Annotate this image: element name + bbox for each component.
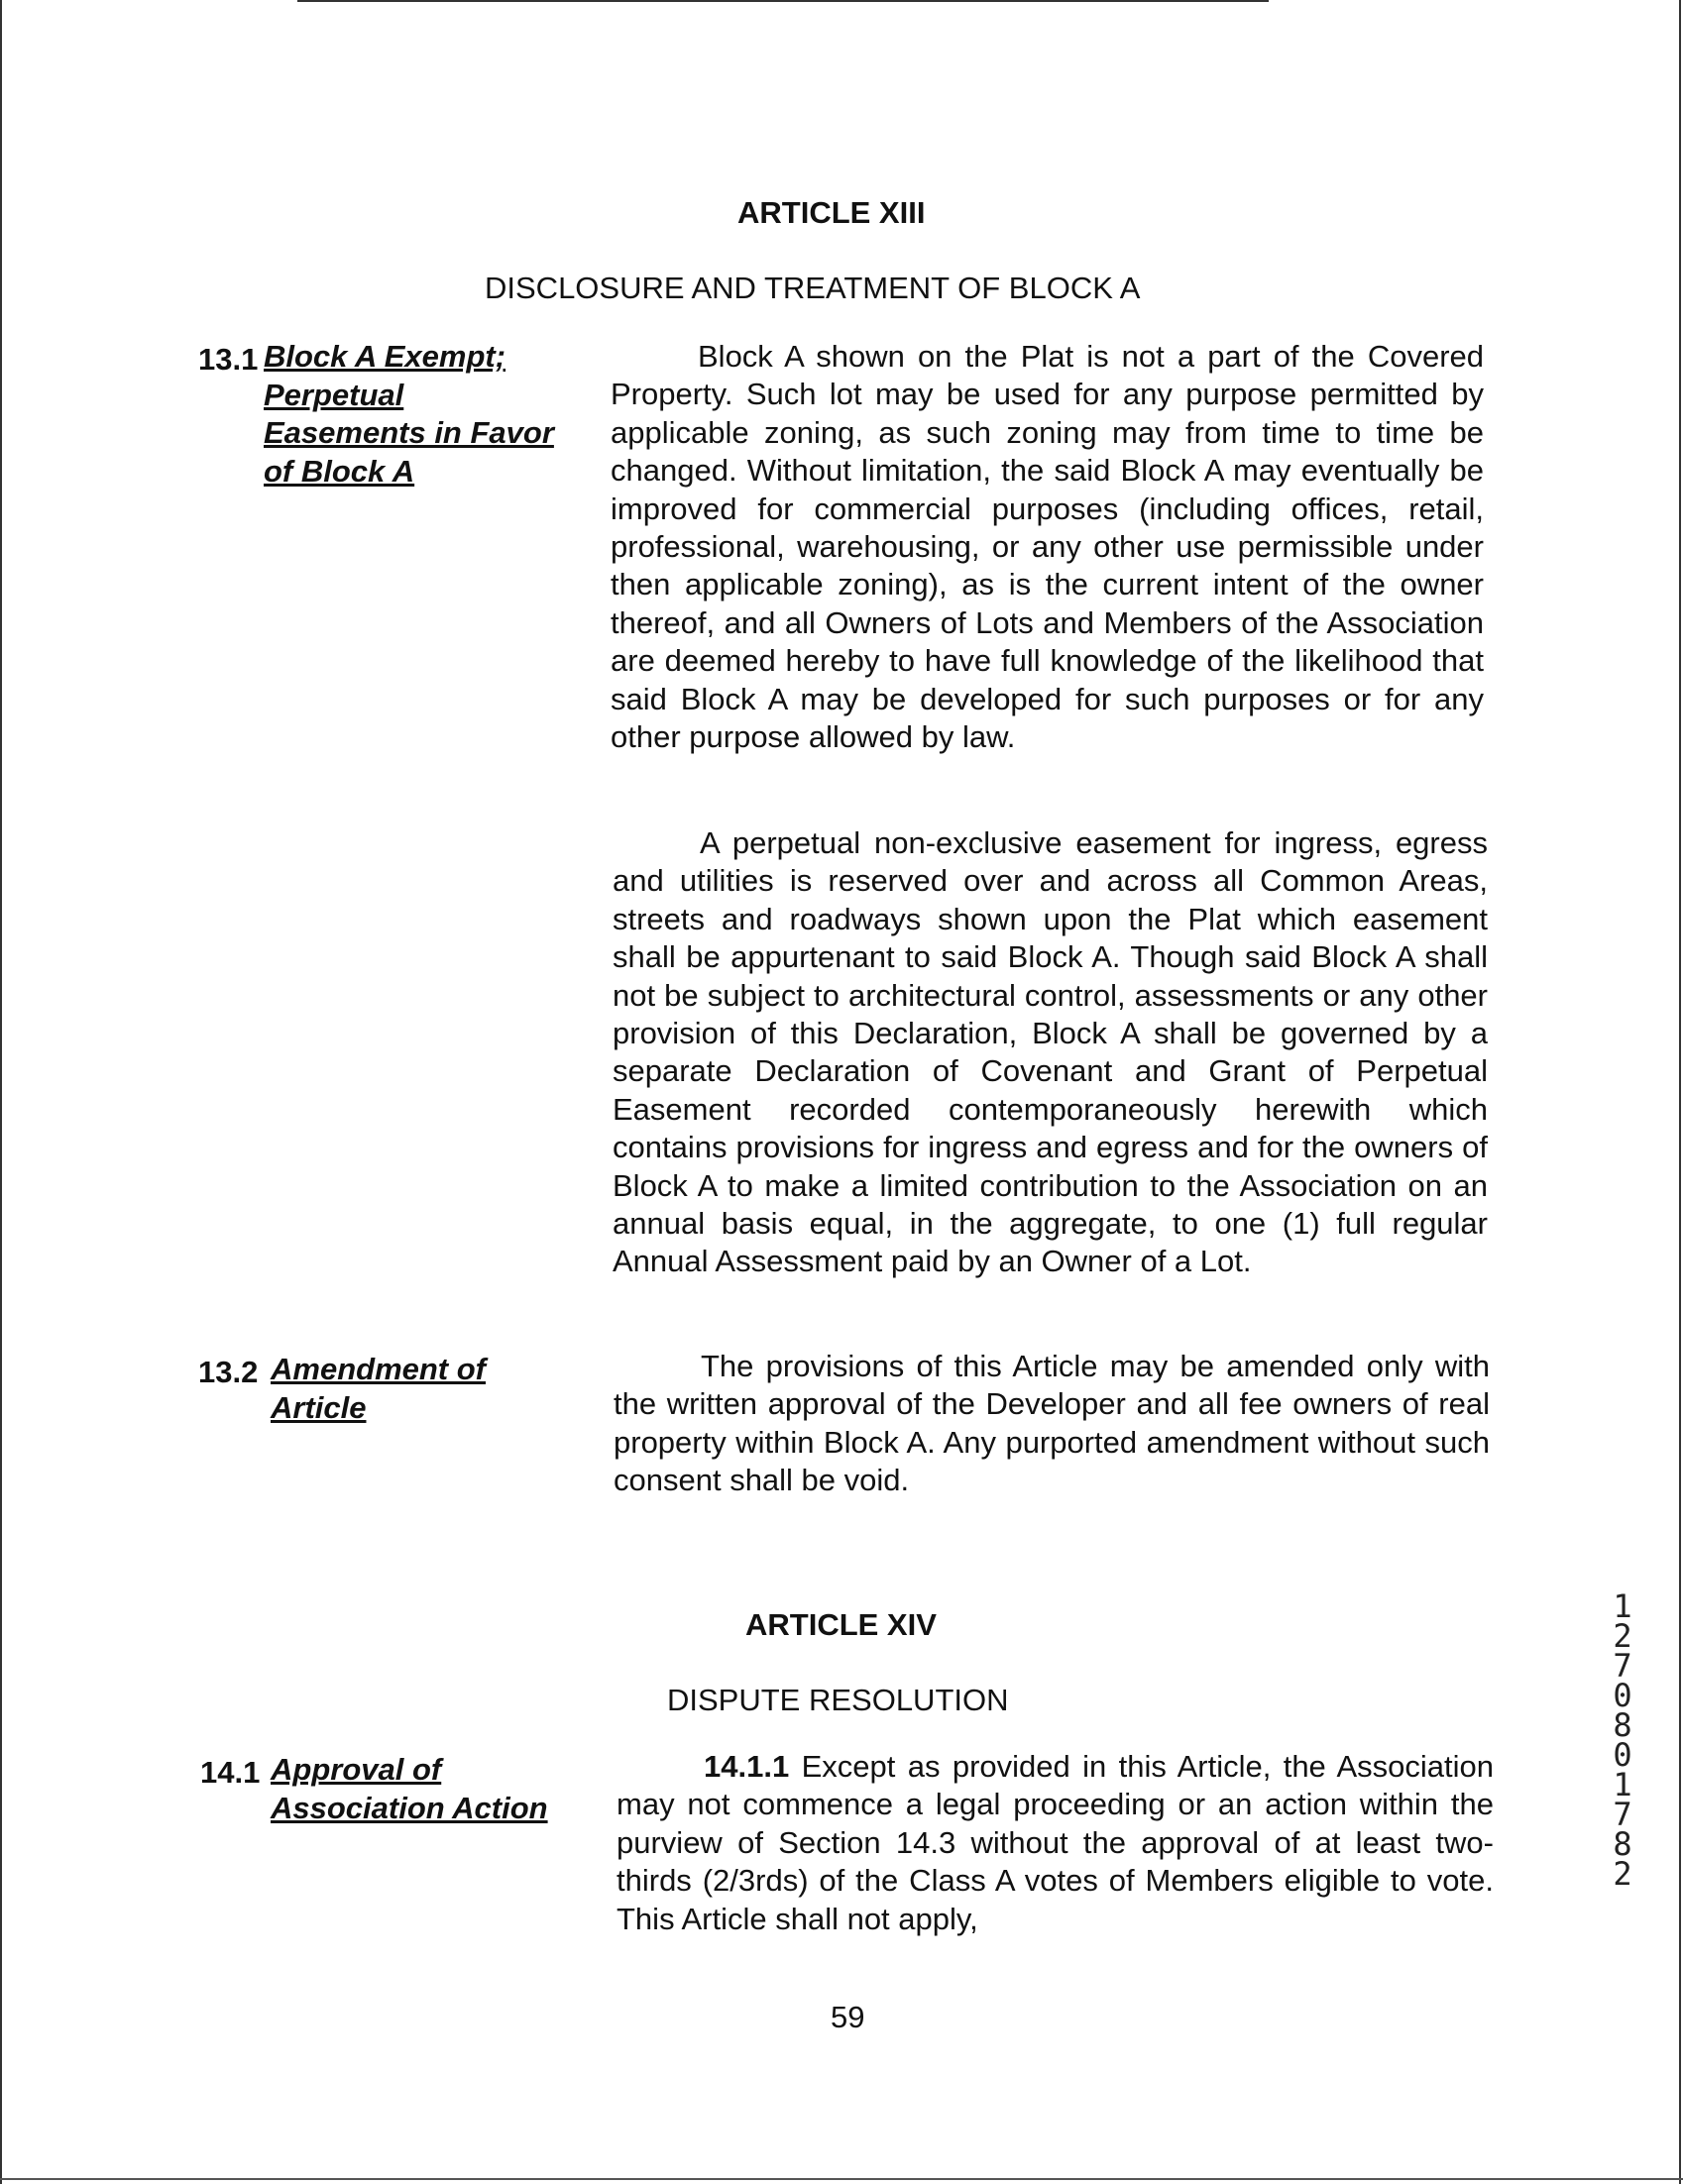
article-13-title: ARTICLE XIII: [737, 195, 926, 230]
section-14-1-1-number: 14.1.1: [704, 1749, 790, 1784]
left-border-line: [0, 0, 2, 2184]
section-13-2-number: 13.2: [198, 1355, 259, 1389]
section-13-1-number: 13.1: [198, 342, 259, 377]
right-border-line: [1679, 0, 1681, 2184]
section-13-1-heading: Block A Exempt; Perpetual Easements in Favor of Block A: [264, 339, 554, 489]
bottom-border-line: [0, 2178, 1683, 2180]
section-14-1-heading: Approval of Association Action: [271, 1752, 548, 1825]
section-13-2-paragraph: The provisions of this Article may be amended only with the written approval of the Developer and all fee owners of real property within Block A. Any purported amendment without such consent shall be void.: [614, 1349, 1490, 1498]
top-border-line: [297, 0, 1269, 2]
article-14-title: ARTICLE XIV: [745, 1607, 937, 1642]
section-13-2-heading: Amendment of Article: [271, 1352, 486, 1425]
page-number: 59: [831, 2000, 865, 2034]
section-14-1-number: 14.1: [200, 1755, 261, 1790]
section-13-1-paragraph-2: A perpetual non-exclusive easement for ingress, egress and utilities is reserved over and across all Common Areas, streets and roadways shown upon the Plat which easement shall be appurtenant to said Block A. Though said Block A shall not be subject to architectural control, assessments or any other provision of this Declaration, Block A shall be governed by a separate Declaration of Covenant and Grant of Perpetual Easement recorded contemporaneously herewith which contains provisions for ingress and egress and for the owners of Block A to make a limited contribution to the Association on an annual basis equal, in the aggregate, to one (1) full regular Annual Assessment paid by an Owner of a Lot.: [613, 825, 1488, 1279]
section-13-1-paragraph-1: Block A shown on the Plat is not a part of the Covered Property. Such lot may be used for any purpose permitted by applicable zoning, as such zoning may from time to time be changed. Without limitation, the said Block A may eventually be improved for commercial purposes (including offices, retail, professional, warehousing, or any other use permissible under then applicable zoning), as is the current intent of the owner thereof, and all Owners of Lots and Members of the Association are deemed hereby to have full knowledge of the likelihood that said Block A may be developed for such purposes or for any other purpose allowed by law.: [611, 339, 1484, 755]
article-14-subtitle: DISPUTE RESOLUTION: [667, 1683, 1009, 1717]
section-14-1-paragraph: [617, 1748, 1494, 1938]
article-13-subtitle: DISCLOSURE AND TREATMENT OF BLOCK A: [485, 271, 1141, 305]
section-14-1-1-text: Except as provided in this Article, the Association may not commence a legal proceeding or an action within the purview of Section 14.3 without the approval of at least two-thirds (2/3rds) of the Class A votes of Members eligible to vote. This Article shall not apply,: [617, 1749, 1494, 1936]
margin-recording-stamp: 12708 01782: [1613, 1587, 1632, 1893]
